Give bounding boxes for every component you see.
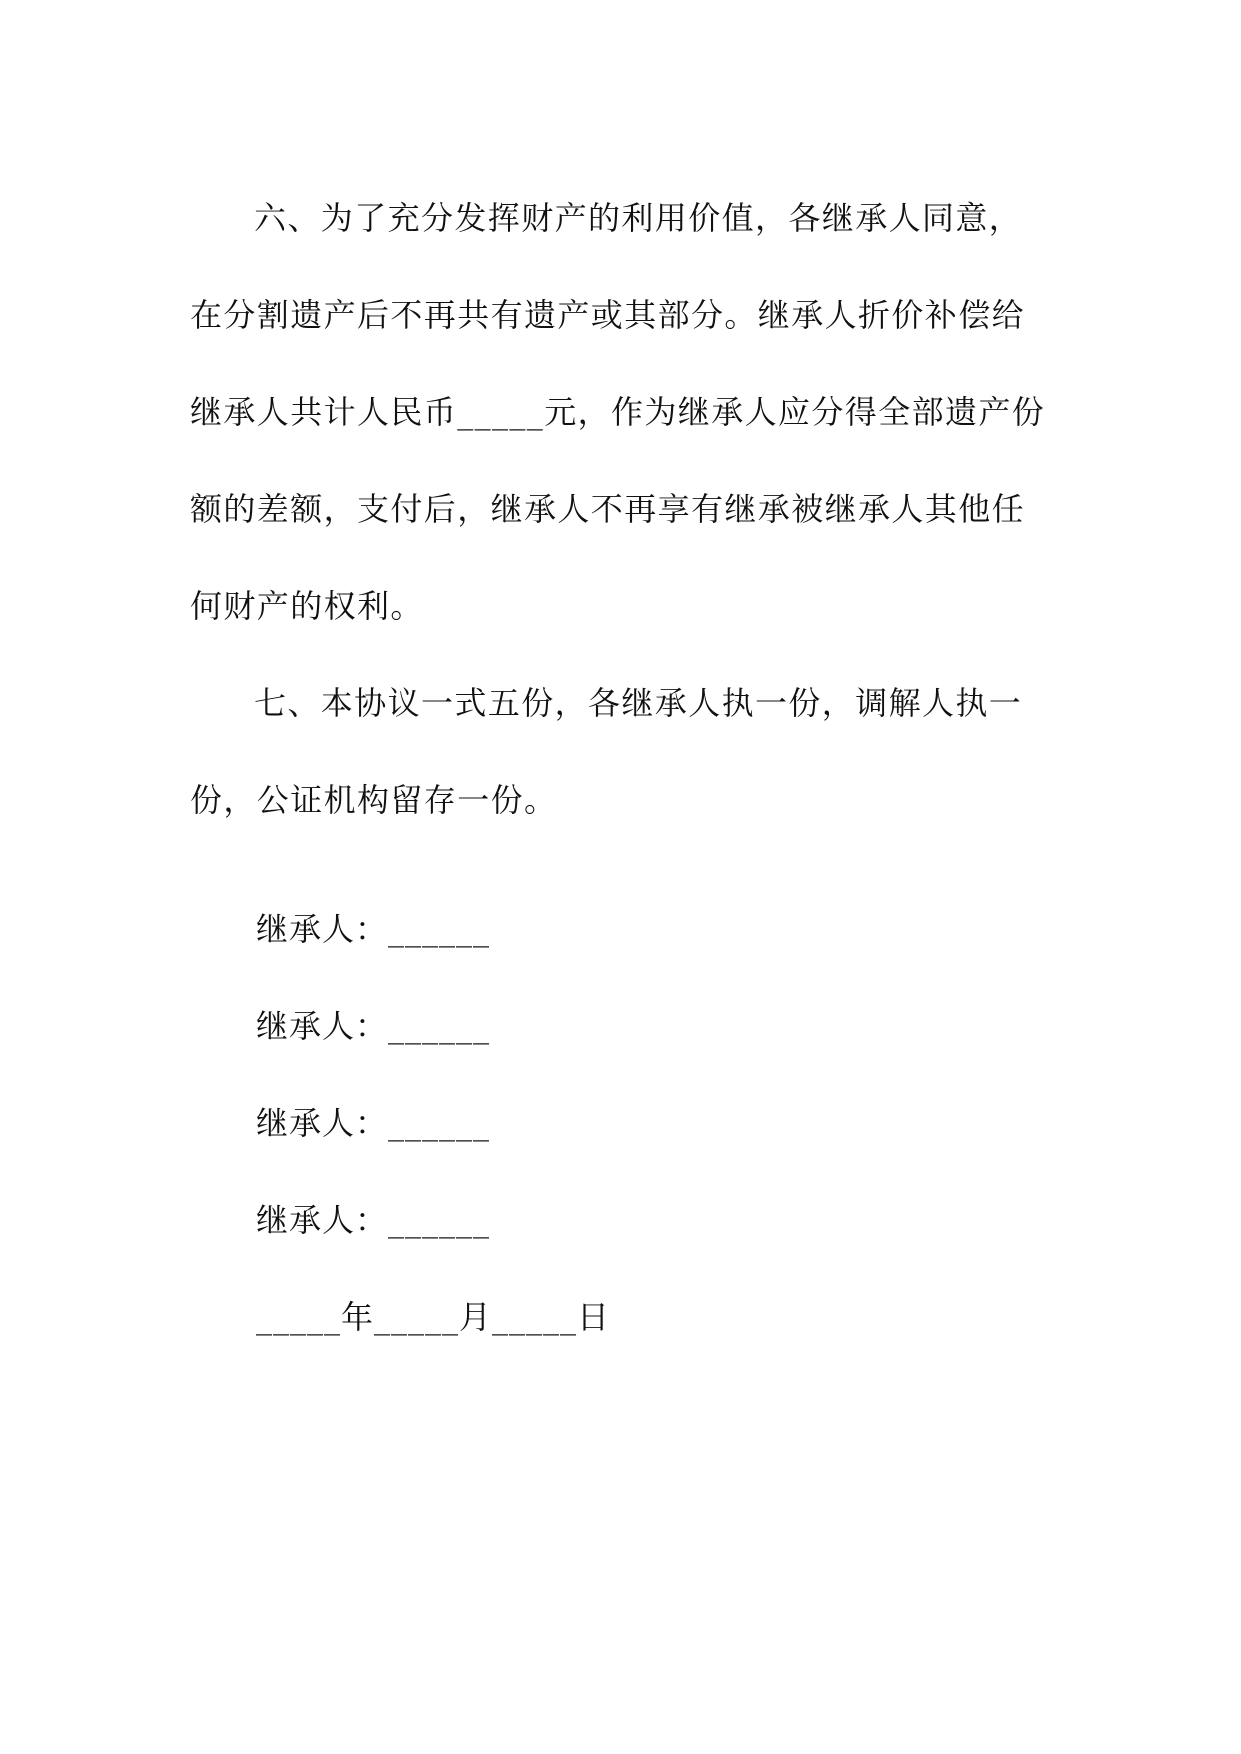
agreement-body (190, 170, 1050, 849)
heir-signature-line-1: 继承人：______ (256, 910, 491, 948)
heir-signature-line-4: 继承人：______ (256, 1201, 491, 1239)
clause-seven: 七、本协议一式五份，各继承人执一份，调解人执一份，公证机构留存一份。 (190, 684, 1023, 819)
heir-signature-line-2: 继承人：______ (256, 1007, 491, 1045)
date-line: _____年_____月_____日 (256, 1298, 611, 1336)
signature-block (256, 881, 956, 1366)
heir-signature-line-3: 继承人：______ (256, 1104, 491, 1142)
clause-six: 六、为了充分发挥财产的利用价值，各继承人同意，在分割遗产后不再共有遗产或其部分。继承人折价补偿给继承人共计人民币_____元，作为继承人应分得全部遗产份额的差额，支付后，继承人不再享有继承被继承人其他任何财产的权利。 (190, 199, 1046, 625)
